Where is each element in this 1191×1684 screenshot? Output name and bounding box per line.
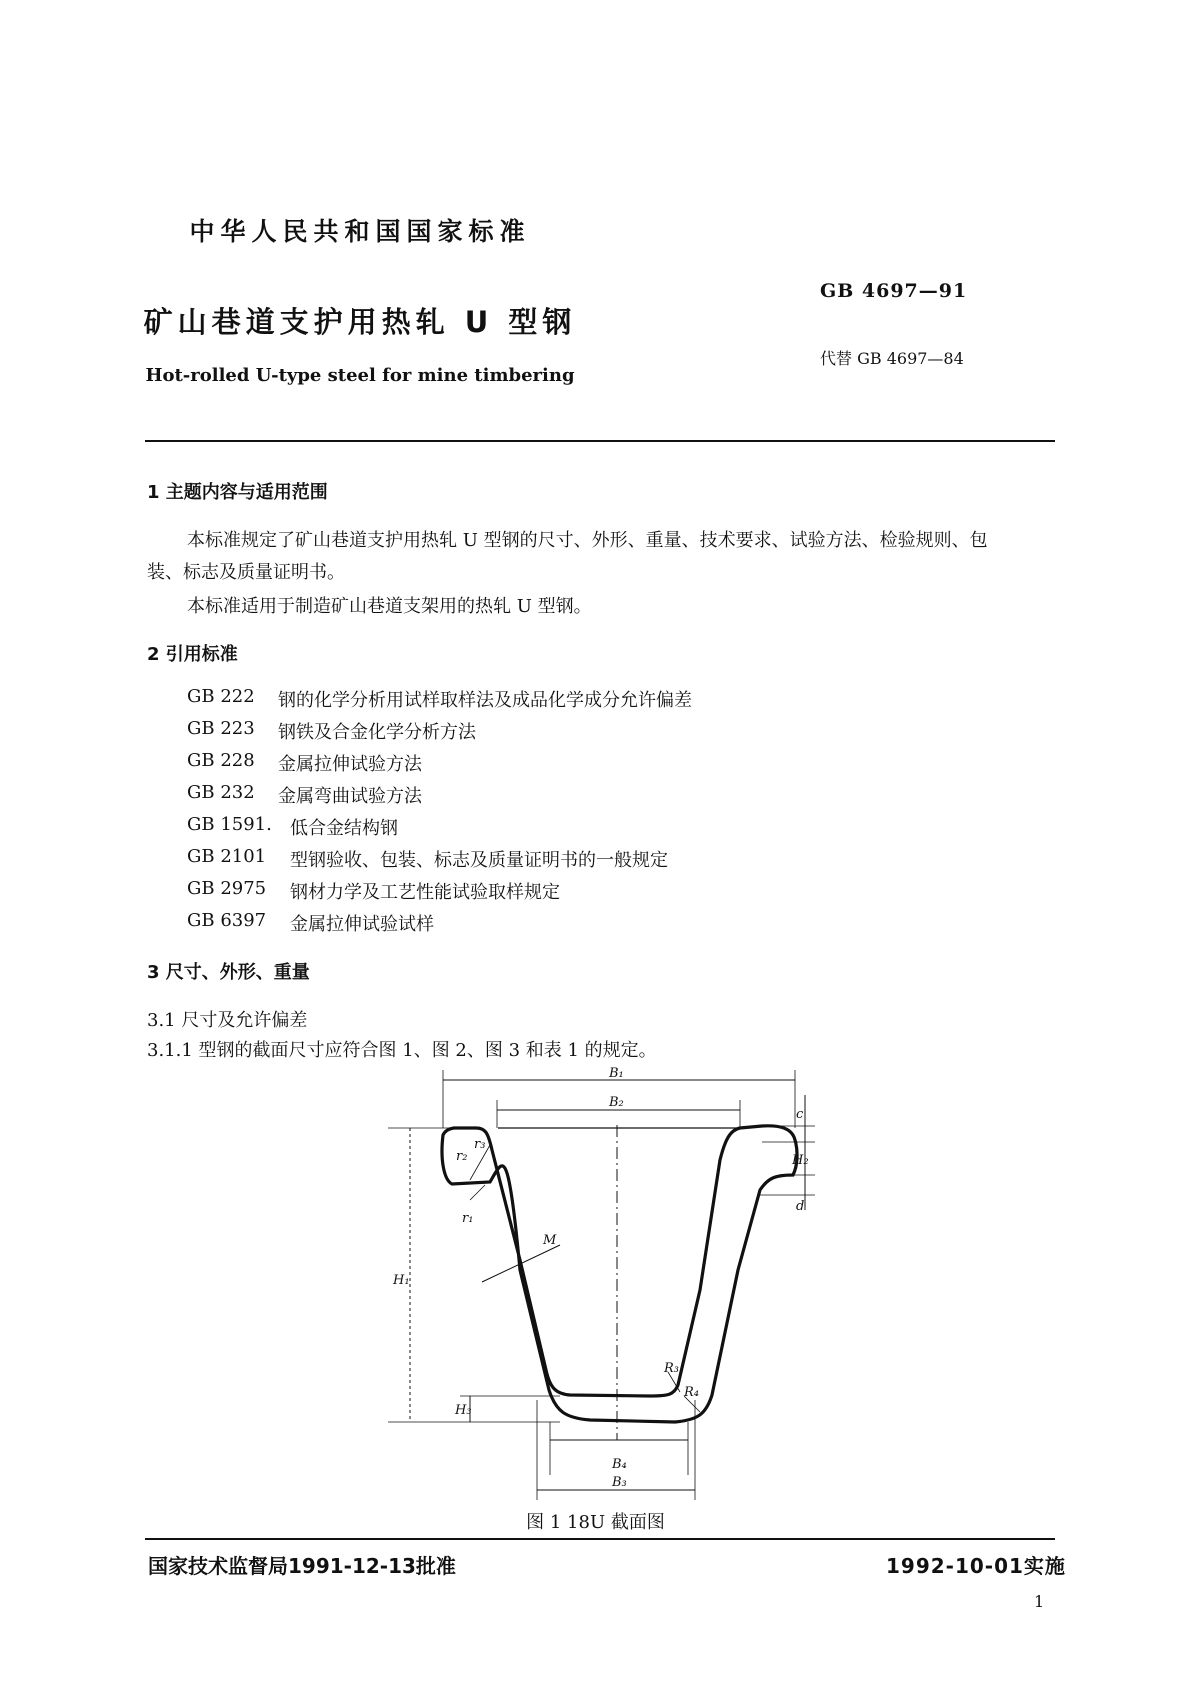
ref-code: GB 2975: [187, 878, 267, 899]
ref-code: GB 223: [187, 718, 255, 739]
section-1-heading: 1 主题内容与适用范围: [147, 482, 328, 503]
effective-date: 1992-10-01实施: [886, 1554, 1066, 1578]
footer-divider: [145, 1538, 1055, 1540]
figure-caption: 图 1 18U 截面图: [526, 1512, 665, 1533]
section-3-1-1-text: 3.1.1 型钢的截面尺寸应符合图 1、图 2、图 3 和表 1 的规定。: [147, 1040, 657, 1061]
ref-title: 钢铁及合金化学分析方法: [278, 722, 476, 743]
ref-title: 型钢验收、包装、标志及质量证明书的一般规定: [290, 850, 668, 871]
ref-code: GB 222: [187, 686, 255, 707]
section-1-para-1b: 装、标志及质量证明书。: [147, 562, 345, 583]
approval-date: 国家技术监督局1991-12-13批准: [148, 1554, 456, 1578]
label-H2: H₂: [792, 1153, 809, 1168]
label-c: c: [796, 1107, 804, 1122]
ref-code: GB 2101: [187, 846, 267, 867]
label-M: M: [543, 1233, 557, 1248]
label-B2: B₂: [609, 1095, 624, 1110]
ref-title: 钢的化学分析用试样取样法及成品化学成分允许偏差: [278, 690, 692, 711]
ref-code: GB 1591.: [187, 814, 272, 835]
standard-code: GB 4697—91: [820, 280, 968, 302]
standard-title-cn: 矿山巷道支护用热轧 U 型钢: [143, 305, 577, 339]
label-R4: R₄: [684, 1385, 699, 1400]
label-H3: H₃: [455, 1403, 472, 1418]
section-3-1-heading: 3.1 尺寸及允许偏差: [147, 1010, 308, 1031]
ref-title: 金属拉伸试验方法: [278, 754, 422, 775]
ref-title: 低合金结构钢: [290, 818, 398, 839]
national-standard-heading: 中华人民共和国国家标准: [189, 217, 531, 246]
section-3-heading: 3 尺寸、外形、重量: [147, 962, 310, 983]
ref-title: 钢材力学及工艺性能试验取样规定: [290, 882, 560, 903]
label-r1: r₁: [462, 1211, 474, 1226]
label-d: d: [796, 1199, 805, 1214]
ref-title: 金属弯曲试验方法: [278, 786, 422, 807]
ref-title: 金属拉伸试验试样: [290, 914, 434, 935]
label-B3: B₃: [612, 1475, 627, 1490]
ref-code: GB 228: [187, 750, 255, 771]
page-number: 1: [1034, 1592, 1045, 1611]
label-H1: H₁: [393, 1273, 410, 1288]
ref-code: GB 6397: [187, 910, 267, 931]
replaces-standard: 代替 GB 4697—84: [820, 349, 964, 368]
label-r3: r₃: [474, 1137, 486, 1152]
label-B1: B₁: [609, 1066, 624, 1081]
label-r2: r₂: [456, 1149, 468, 1164]
label-R3: R₃: [664, 1361, 679, 1376]
section-2-heading: 2 引用标准: [147, 644, 238, 665]
section-1-para-2: 本标准适用于制造矿山巷道支架用的热轧 U 型钢。: [187, 596, 592, 617]
standard-title-en: Hot-rolled U-type steel for mine timbering: [145, 365, 575, 386]
section-1-para-1a: 本标准规定了矿山巷道支护用热轧 U 型钢的尺寸、外形、重量、技术要求、试验方法、检验规则、包: [187, 530, 988, 551]
label-B4: B₄: [612, 1457, 627, 1472]
ref-code: GB 232: [187, 782, 255, 803]
